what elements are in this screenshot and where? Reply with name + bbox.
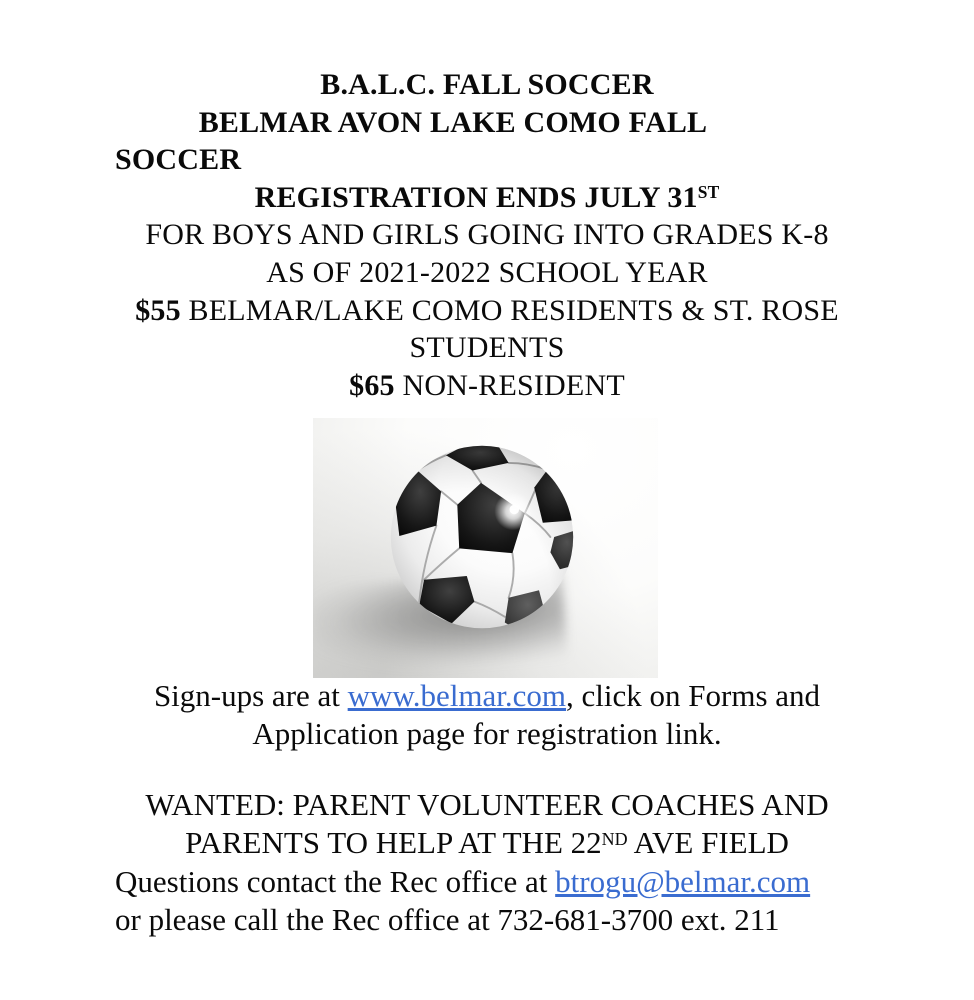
email-link[interactable]: btrogu@belmar.com <box>555 863 811 899</box>
price-resident-text: BELMAR/LAKE COMO RESIDENTS & ST. ROSE <box>180 293 839 327</box>
price-resident-amount: $55 <box>135 293 181 327</box>
soccer-ball-photo <box>313 418 658 678</box>
header-block <box>0 66 974 404</box>
phone-line: or please call the Rec office at 732-681-3700 ext. 211 <box>115 902 780 938</box>
wanted-line-1: WANTED: PARENT VOLUNTEER COACHES AND <box>145 787 829 822</box>
belmar-website-link[interactable]: www.belmar.com <box>347 678 567 713</box>
price-nonresident-amount: $65 <box>349 368 395 402</box>
eligibility-line-2: AS OF 2021-2022 SCHOOL YEAR <box>266 255 708 289</box>
title-line-1: B.A.L.C. FALL SOCCER <box>320 68 654 101</box>
title-line-3: SOCCER <box>115 143 242 177</box>
questions-prefix: Questions contact the Rec office at <box>115 863 556 899</box>
soccer-ball-image <box>387 442 577 632</box>
registration-deadline-line <box>0 179 974 217</box>
eligibility-line-1: FOR BOYS AND GIRLS GOING INTO GRADES K-8 <box>145 218 829 252</box>
wanted-line-2-text: PARENTS TO HELP AT THE 22 <box>185 825 602 861</box>
title-line-2: BELMAR AVON LAKE COMO FALL <box>198 105 708 139</box>
price-resident-line <box>0 292 974 330</box>
registration-deadline-text: REGISTRATION ENDS JULY 31 <box>254 180 698 214</box>
questions-line <box>0 863 974 901</box>
ordinal-suffix-st: ST <box>697 182 720 203</box>
signup-block <box>0 677 974 753</box>
price-nonresident-line <box>0 367 974 405</box>
contact-block <box>0 786 974 940</box>
price-nonresident-text: NON-RESIDENT <box>394 368 625 402</box>
price-resident-wrap-line: STUDENTS <box>409 331 565 365</box>
signup-line-1 <box>0 677 974 715</box>
signup-line-2: Application page for registration link. <box>252 716 722 751</box>
ordinal-suffix-nd: ND <box>601 828 628 849</box>
wanted-line-2 <box>0 824 974 862</box>
signup-suffix: , click on Forms and <box>566 678 821 713</box>
wanted-line-2-tail: AVE FIELD <box>627 825 789 861</box>
signup-prefix: Sign-ups are at <box>153 678 348 713</box>
